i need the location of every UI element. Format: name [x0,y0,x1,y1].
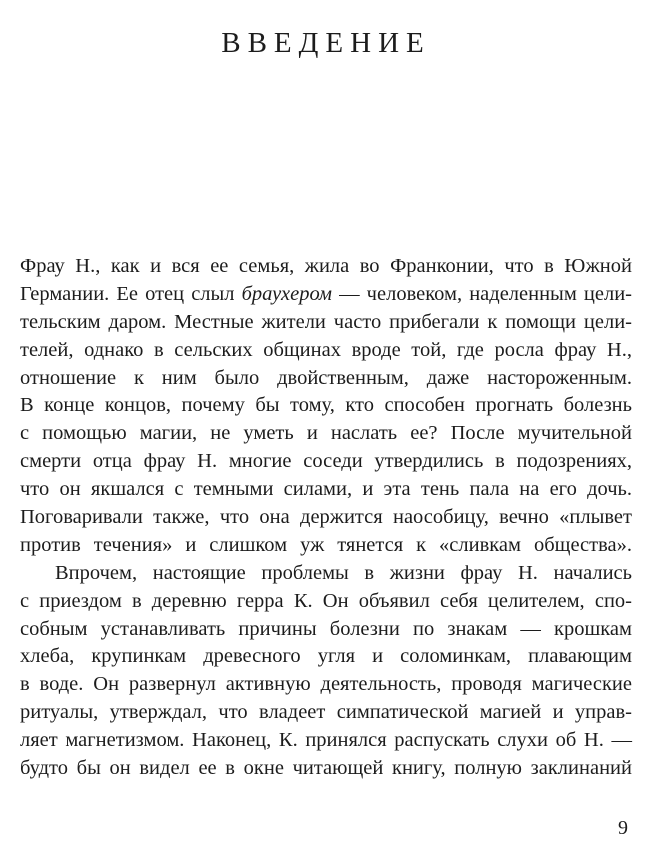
text-run: с приездом в деревню герра К. Он объявил себя целителем, спо- [20,589,632,612]
text-run: смерти отца фрау Н. многие соседи утвердились в подозрениях, [20,450,632,473]
paragraph [20,253,632,560]
text-line [20,253,632,281]
text-run: ляет магнетизмом. Наконец, К. принялся распускать слухи об Н. — [20,729,632,752]
text-line [20,727,632,755]
page-number: 9 [618,817,628,839]
text-run: против течения» и слишком уж тянется к «сливкам общества». [20,533,632,556]
text-run: Впрочем, настоящие проблемы в жизни фрау Н. начались [55,561,632,584]
text-line [20,337,632,365]
text-line [20,504,632,532]
text-line [20,588,632,616]
text-run: будто бы он видел ее в окне читающей книгу, полную заклинаний [20,757,632,780]
text-run: отношение к ним было двойственным, даже настороженным. [20,366,632,389]
paragraph [20,560,632,783]
text-line [20,699,632,727]
text-line [20,643,632,671]
text-line [20,476,632,504]
text-line [20,365,632,393]
text-line [20,560,632,588]
text-line [20,448,632,476]
text-run: — человеком, наделенным цели- [332,282,632,305]
text-run: собным устанавливать причины болезни по знакам — крошкам [20,617,632,640]
text-run: ритуалы, утверждал, что владеет симпатической магией и управ- [20,701,632,724]
text-run: телей, однако в сельских общинах вроде той, где росла фрау Н., [20,338,632,361]
body-text [20,253,632,783]
text-line [20,392,632,420]
text-line [20,420,632,448]
italic-term: браухером [241,282,332,305]
text-run: Германии. Ее отец слыл [20,282,242,305]
text-line [20,532,632,560]
text-run: Поговаривали также, что она держится наособицу, вечно «плывет [20,506,632,529]
text-line [20,281,632,309]
text-line [20,309,632,337]
text-line [20,671,632,699]
text-run: в воде. Он развернул активную деятельность, проводя магические [20,673,632,696]
text-line [20,755,632,783]
text-run: что он якшался с темными силами, и эта тень пала на его дочь. [20,478,632,501]
text-run: хлеба, крупинкам древесного угля и соломинкам, плавающим [20,645,632,668]
text-run: с помощью магии, не уметь и наслать ее? После мучительной [20,422,632,445]
page-title: ВВЕДЕНИЕ [221,27,431,60]
text-run: тельским даром. Местные жители часто прибегали к помощи цели- [20,310,632,333]
text-line [20,616,632,644]
text-run: В конце концов, почему бы тому, кто способен прогнать болезнь [20,394,632,417]
text-run: Фрау Н., как и вся ее семья, жила во Франконии, что в Южной [20,255,632,277]
